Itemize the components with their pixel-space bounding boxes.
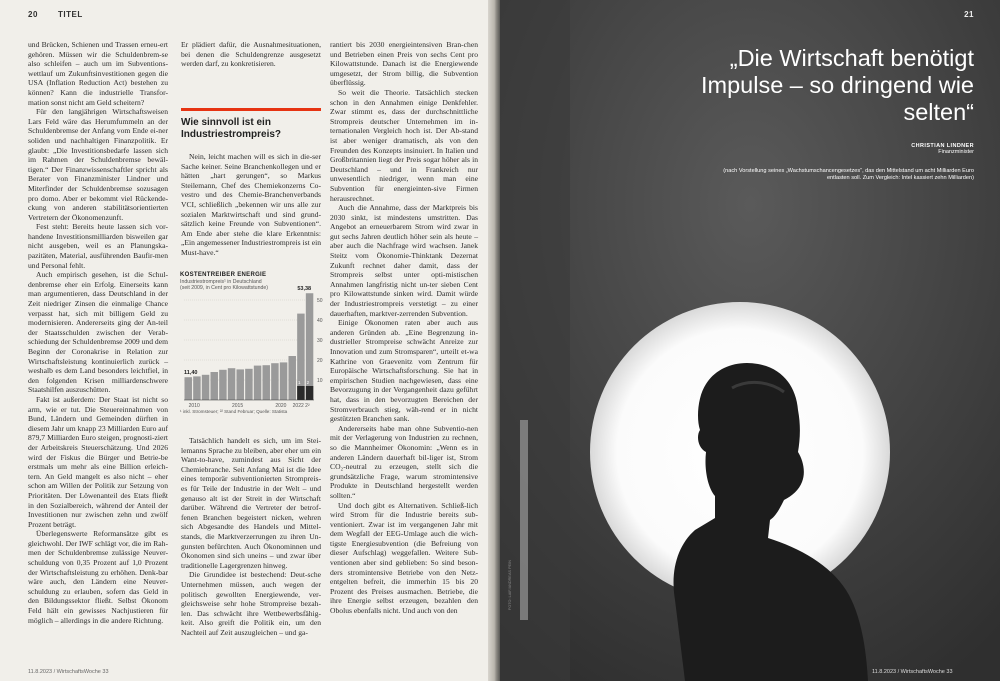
chart-bar (254, 366, 261, 400)
paragraph: Überlegenswerte Reformansätze gibt es gleichwohl. Der IWF schlägt vor, die im Rah-men der Schuldenbremse zulässige Neuver-schuldung von 0,35 Prozent auf 1,0 Prozent der Wirtschaftsleistung zu erhöhen. Denk-bar wäre auch, den Ländern eine Neuver-schuldung zu erlauben, sofern das Geld in den Bildungssektor fließt. Selbst Ökonom Feld hält ein gewisses Nachjustieren für möglich – allerdings in die andere Richtung. (28, 529, 168, 625)
y-tick-label: 30 (317, 338, 323, 344)
author-name: CHRISTIAN LINDNER (911, 143, 974, 149)
paragraph: Andererseits habe man ohne Subventio-nen mit der Verlagerung von Industrien zu rechnen, so die Mannheimer Ökonomin: „Wenn es in anderen Ländern dauerhaft bil-liger ist, Strom CO₂-neutral zu erzeugen, stellt sich die grundsätzliche Frage, warum stromintensive Produkte in Deutschland hergestellt werden sollten.“ (330, 423, 478, 500)
x-tick-label: 2010 (188, 403, 200, 408)
paragraph: Nein, leicht machen will es sich in die-ser Sache keiner. Seine Branchenkollegen und er hätten „hart gerungen“, so Markus Steilemann, Chef des Chemiekonzerns Co-vestro und des Chemie-Branchenverbands VCI, schließlich „bekennen wir uns alle zur sozialen Marktwirtschaft und sind grund-sätzlich keine Freunde von Subventionen“. Am Ende aber stehe die klare Erkenntnis: „Ein angemessener Industriestrompreis ist ein Must-have.“ (181, 152, 321, 257)
chart-bar (280, 362, 287, 400)
chart-bar (263, 365, 270, 400)
chart-bar-highlight (297, 386, 304, 400)
left-page (0, 0, 492, 681)
chart-bar-highlight (306, 386, 313, 400)
page-number-left: 20 (28, 10, 38, 19)
paragraph: Tatsächlich handelt es sich, um im Stei-lemanns Sprache zu bleiben, aber eher um ein Want-to-have, zumindest aus Sicht der Chemiebranche. Seit Anfang Mai ist die Idee eines temporär subventionierten Strompreis-es für Teile der Industrie in der Welt – und genauso alt ist der Streit in der Wirtschaft darüber. Während die Vertreter der betrof-fenen Branchen begeistert nicken, wehren sich Abgesandte des Handels und Mittel-stands, die Marktverzerrungen zu ihren Un-gunsten befürchten. Auch Ökonominnen und Ökonomen sind sich uneins – und zwar über traditionelle Lagergrenzen hinweg. (181, 436, 321, 570)
paragraph: Für den langjährigen Wirtschaftsweisen Lars Feld wäre das Herumfummeln an der Schuldenbremse der Anfang vom Ende ei-ner soliden und nachhaltigen Finanzpolitik. Er glaubt: „Die Investitionsbedarfe lassen sich im Rahmen der Schuldenbremse bewäl-tigen.“ Der Finanzwissenschaftler spricht als Berater von Finanzminister Lindner und Miterfinder der Schuldenbremse sozusagen pro domo. Aber er bekommt viel Rückende-ckung von anderen stabilitätsorientierten Vertretern der Ökonomenzunft. (28, 107, 168, 222)
data-label: 1 (297, 380, 301, 385)
data-label: 2 (306, 380, 310, 385)
chart-bar (289, 356, 296, 400)
paragraph: Auch die Annahme, dass der Marktpreis bis 2030 sinkt, ist mindestens umstritten. Das Angebot an erneuerbarem Strom wird zwar in gut sechs Jahren deutlich höher sein als heute – aber auch die Nachfrage wird wachsen. Janek Steitz vom Ökonomie-Thinktank Dezernat Zukunft rechnet daher damit, dass der Strompreis selbst unter opti-mistischen Annahmen langfristig nicht un-ter sieben Cent pro Kilowattstunde sinken wird. Damit würde der Industriestrompreis verstetigt – zu einer dauerhaften, marktver-zerrenden Subvention. (330, 203, 478, 318)
chart-bar (219, 370, 226, 400)
chart-subtitle: Industriestrompreis¹ in Deutschland (seit 2009, in Cent pro Kilowattstunde) (180, 279, 268, 292)
chart-bar (202, 375, 209, 400)
paragraph: Fest steht: Bereits heute lassen sich vor-handene Investitionsmilliarden bisweilen gar nicht ausgeben, weil es an Planungska-pazitäten, Material, ausführenden Baufir-men und Personal fehlt. (28, 222, 168, 270)
paragraph: Und doch gibt es Alternativen. Schließ-lich wird Strom für die Industrie bereits sub-ventioniert. Zwar ist im vergangenen Jahr mit dem Wegfall der EEG-Umlage auch die wich-tigste Energiesubvention (die Befreiung von dieser Aufschlag) weggefallen. Weitere Sub-ventionen aber sind geblieben: So sind beson-ders stromintensive Betriebe von den Netz-entgelten befreit, die immerhin 15 bis 20 Prozent des Preises ausmachen. Betriebe, die ihre Energie selbst erzeugen, bezahlen den Obolus ebenfalls nicht. Und auch von den (330, 500, 478, 616)
y-tick-label: 40 (317, 318, 323, 324)
y-tick-label: 10 (317, 378, 323, 384)
chart-bar (211, 372, 218, 400)
chart-bar (245, 369, 252, 400)
chart-footnote: ¹ inkl. Stromsteuer; ²² Stand Februar; Quelle: Statista (180, 409, 288, 414)
quote-author (911, 143, 974, 155)
chart-bar (271, 363, 278, 400)
subheading-box (181, 108, 321, 151)
right-page-photo (500, 0, 1000, 681)
article-column-1 (28, 40, 168, 625)
paragraph: Fakt ist außerdem: Der Staat ist nicht so arm, wie er tut. Die Steuereinnahmen von Bund, Ländern und Gemeinden dürften in diesem Jahr um knapp 23 Milliarden Euro auf 879,7 Milliarden Euro steigen, prognosti-ziert der Arbeitskreis Steuerschätzung. Und 2026 wird der Fiskus die Bürger und Betrie-be erstmals um mehr als eine Billion erleich-tern. An Geld mangelt es also nicht – eher schon am Willen der Politik zur Setzung von Prioritäten. Der Löwenanteil des Etats fließt in den Sozialbereich, während der Anteil der Investitionen nur zwischen zehn und zwölf Prozent beträgt. (28, 394, 168, 529)
paragraph: Die Grundidee ist bestechend: Deut-sche Unternehmen müssen, auch wegen der politisch gewollten Energiewende, ver-gleichsweise sehr hohe Strompreise bezah-len. Das schwächt ihre Wettbewerbsfähig-keit. Also greift die Politik ein, um den Nachteil auf Zeit auszugleichen – und ga- (181, 570, 321, 637)
subheading: Wie sinnvoll ist ein Industriestrompreis? (181, 117, 282, 140)
pull-quote: „Die Wirtschaft benötigt Impulse – so dringend wie selten“ (700, 45, 974, 125)
x-tick-label: 2022 2² (292, 403, 310, 408)
article-column-3 (330, 40, 478, 616)
section-label: TITEL (58, 10, 83, 19)
footer-right: 11.8.2023 / WirtschaftsWoche 33 (872, 669, 953, 675)
y-tick-label: 20 (317, 358, 323, 364)
chart-plot (180, 272, 326, 408)
chart-bar (185, 377, 192, 400)
data-label: 11,40 (184, 370, 198, 377)
chart-bar (228, 368, 235, 400)
chart-bar (237, 369, 244, 400)
paragraph: und Brücken, Schienen und Trassen erneu-ert gehören. Müssen wir die Schuldenbrem-se also schleifen – auch um im Subventions-wettlauf um Zukunftsinvestitionen gegen die USA (Inflation Reduction Act) bestehen zu können? Kann die industrielle Transfor-mation sonst nicht am Geld scheitern? (28, 40, 168, 107)
page-number-right: 21 (964, 10, 974, 19)
paragraph: Auch empirisch gesehen, ist die Schul-denbremse eher ein Erfolg. Einerseits kann man argumentieren, dass Deutschland in der Zeit niedriger Zinsen die einmalige Chance verpasst hat, sich mit billigem Geld zu modernisieren. Andererseits ging der An-teil der Staatsschulden zwischen der Verab-schiedung der Schuldenbremse 2009 und dem Beginn der Coronakrise in Relation zur Wirtschaftsleistung kontinuierlich zurück – weshalb es dem Land besonders leichtfiel, in den folgenden Krisen milliardenschwere Staatshilfen auszuschütten. (28, 270, 168, 395)
data-label: 53,38 (297, 286, 312, 293)
chart-bar (193, 376, 200, 400)
article-column-2-top (181, 40, 321, 69)
paragraph: rantiert bis 2030 energieintensiven Bran-chen und Betrieben einen Preis von sechs Cent pro Kilowattstunde. Danach ist die Energiewende umgesetzt, der Strom billig, die Subvention überflüssig. (330, 40, 478, 88)
photo-credit (508, 602, 512, 610)
paragraph: Einige Ökonomen raten aber auch aus anderen Gründen ab. „Eine Begrenzung in-dustrieller Strompreise schwächt Anreize zur Innovation und zum Stromsparen“, urteilt et-wa Kathrine von Graevenitz vom Zentrum für Europäische Wirtschaftsforschung. Sie hat in empirischen Studien nachgewiesen, dass eine Bevorzugung in der Vergangenheit dazu geführt hat, dass in den bevorzugten Bereichen der Stromverbrauch stieg, wäh-rend er in nicht gestützten Branchen sank. (330, 318, 478, 424)
article-column-2a (181, 152, 321, 258)
energy-price-chart (180, 272, 326, 422)
chart-title: KOSTENTREIBER ENERGIE (180, 272, 267, 278)
y-tick-label: 50 (317, 298, 323, 304)
x-tick-label: 2015 (232, 403, 244, 408)
paragraph: Er plädiert dafür, die Ausnahmesituationen, bei denen die Schuldengrenze ausgesetzt werden darf, zu konkretisieren. (181, 40, 321, 69)
paragraph: So weit die Theorie. Tatsächlich stecken schon in den Annahmen einige Denkfehler. Zwar stimmt es, dass der durchschnittliche Strompreis deutscher Unternehmen im in-ternationalen Vergleich hoch ist. Der Ab-stand ist aber weniger dramatisch, als von den Freunden des Konzepts insinuiert. In Italien und Großbritannien liegt der Preis sogar höher als in Deutschland – und in Frankreich nur unwesentlich niedriger, wenn man eine Subvention für energieinten-sive Firmen herausrechnet. (330, 87, 478, 203)
x-tick-label: 2020 (275, 403, 287, 408)
author-role: Finanzminister (938, 149, 974, 155)
photo-light-strip (520, 420, 528, 620)
article-column-2b (181, 436, 321, 637)
footer-left: 11.8.2023 / WirtschaftsWoche 33 (28, 669, 109, 675)
quote-context: (nach Vorstellung seines „Wachstumschancengesetzes“, das den Mittelstand um acht Milliarden Euro entlasten soll. Zum Vergleich: Intel kassiert zehn Milliarden) (723, 168, 974, 182)
